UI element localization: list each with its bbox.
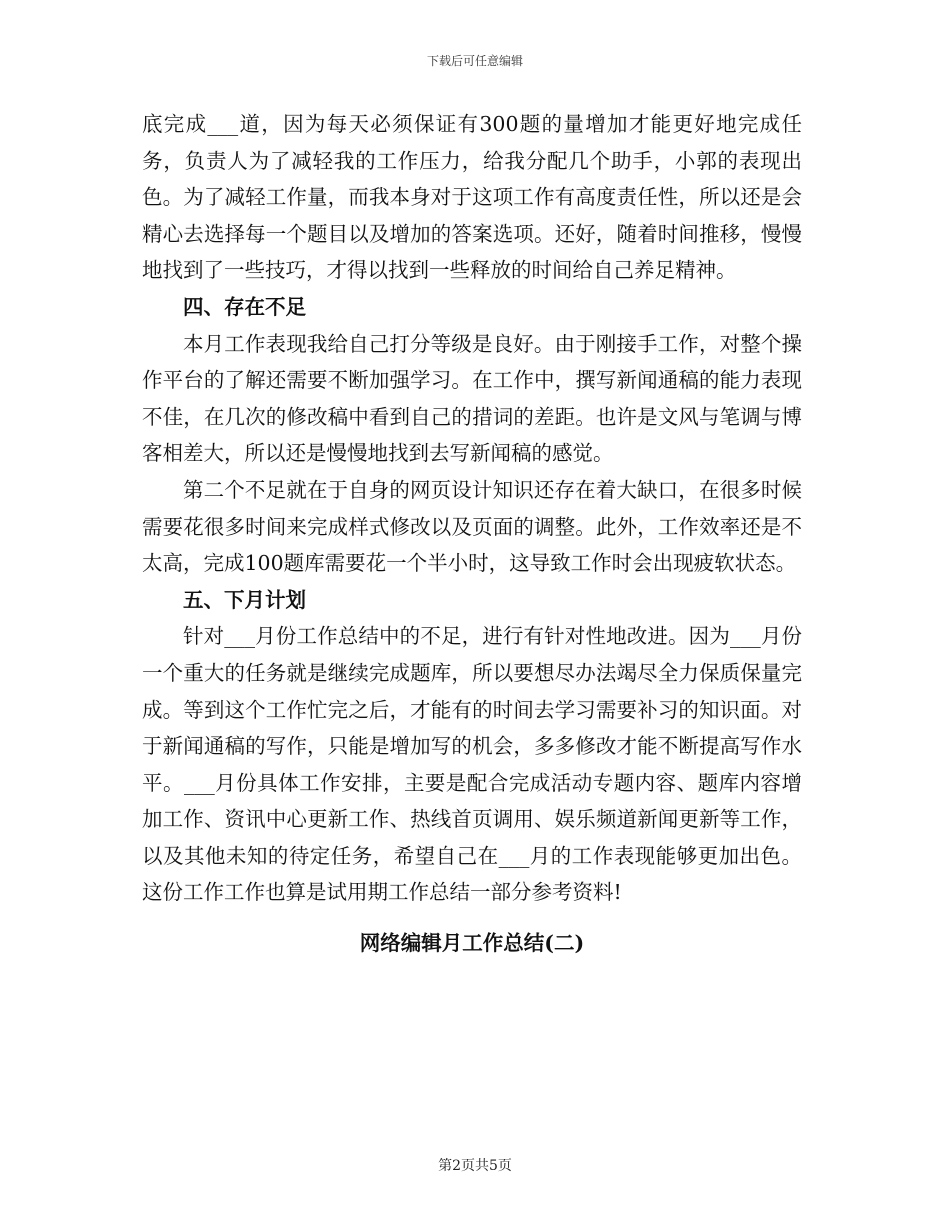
paragraph-next-month-plan: 针对___月份工作总结中的不足，进行有针对性地改进。因为___月份一个重大的任务就是继续完成题库，所以要想尽办法竭尽全力保质保量完成。等到这个工作忙完之后，才能有的时间去学习需要补习的知识面。对于新闻通稿的写作，只能是增加写的机会，多多修改才能不断提高写作水平。___月份具体工作安排，主要是配合完成活动专题内容、题库内容增加工作、资讯中心更新工作、热线首页调用、娱乐频道新闻更新等工作，以及其他未知的待定任务，希望自己在___月的工作表现能够更加出色。这份工作工作也算是试用期工作总结一部分参考资料!: [142, 624, 802, 905]
document-title-part-two: 网络编辑月工作总结(二): [359, 931, 585, 956]
page-footer: 第2页共5页: [438, 1158, 512, 1174]
paragraph-continued: 底完成___道，因为每天必须保证有300题的量增加才能更好地完成任务，负责人为了减轻我的工作压力，给我分配几个助手，小郭的表现出色。为了减轻工作量，而我本身对于这项工作有高度责任性，所以还是会精心去选择每一个题目以及增加的答案选项。还好，随着时间推移，慢慢地找到了一些技巧，才得以找到一些释放的时间给自己养足精神。: [142, 112, 802, 283]
page-header: 下载后可任意编辑: [426, 54, 523, 68]
document-body: [142, 106, 802, 962]
paragraph-shortcomings-2: 第二个不足就在于自身的网页设计知识还存在着大缺口，在很多时候需要花很多时间来完成样式修改以及页面的调整。此外，工作效率还是不太高，完成100题库需要花一个半小时，这导致工作时会出现疲软状态。: [142, 477, 802, 576]
section-heading-shortcomings: 四、存在不足: [183, 294, 306, 319]
paragraph-shortcomings-1: 本月工作表现我给自己打分等级是良好。由于刚接手工作，对整个操作平台的了解还需要不断加强学习。在工作中，撰写新闻通稿的能力表现不佳，在几次的修改稿中看到自己的措词的差距。也许是文风与笔调与博客相差大，所以还是慢慢地找到去写新闻稿的感觉。: [142, 331, 802, 466]
section-heading-next-month-plan: 五、下月计划: [183, 587, 306, 612]
